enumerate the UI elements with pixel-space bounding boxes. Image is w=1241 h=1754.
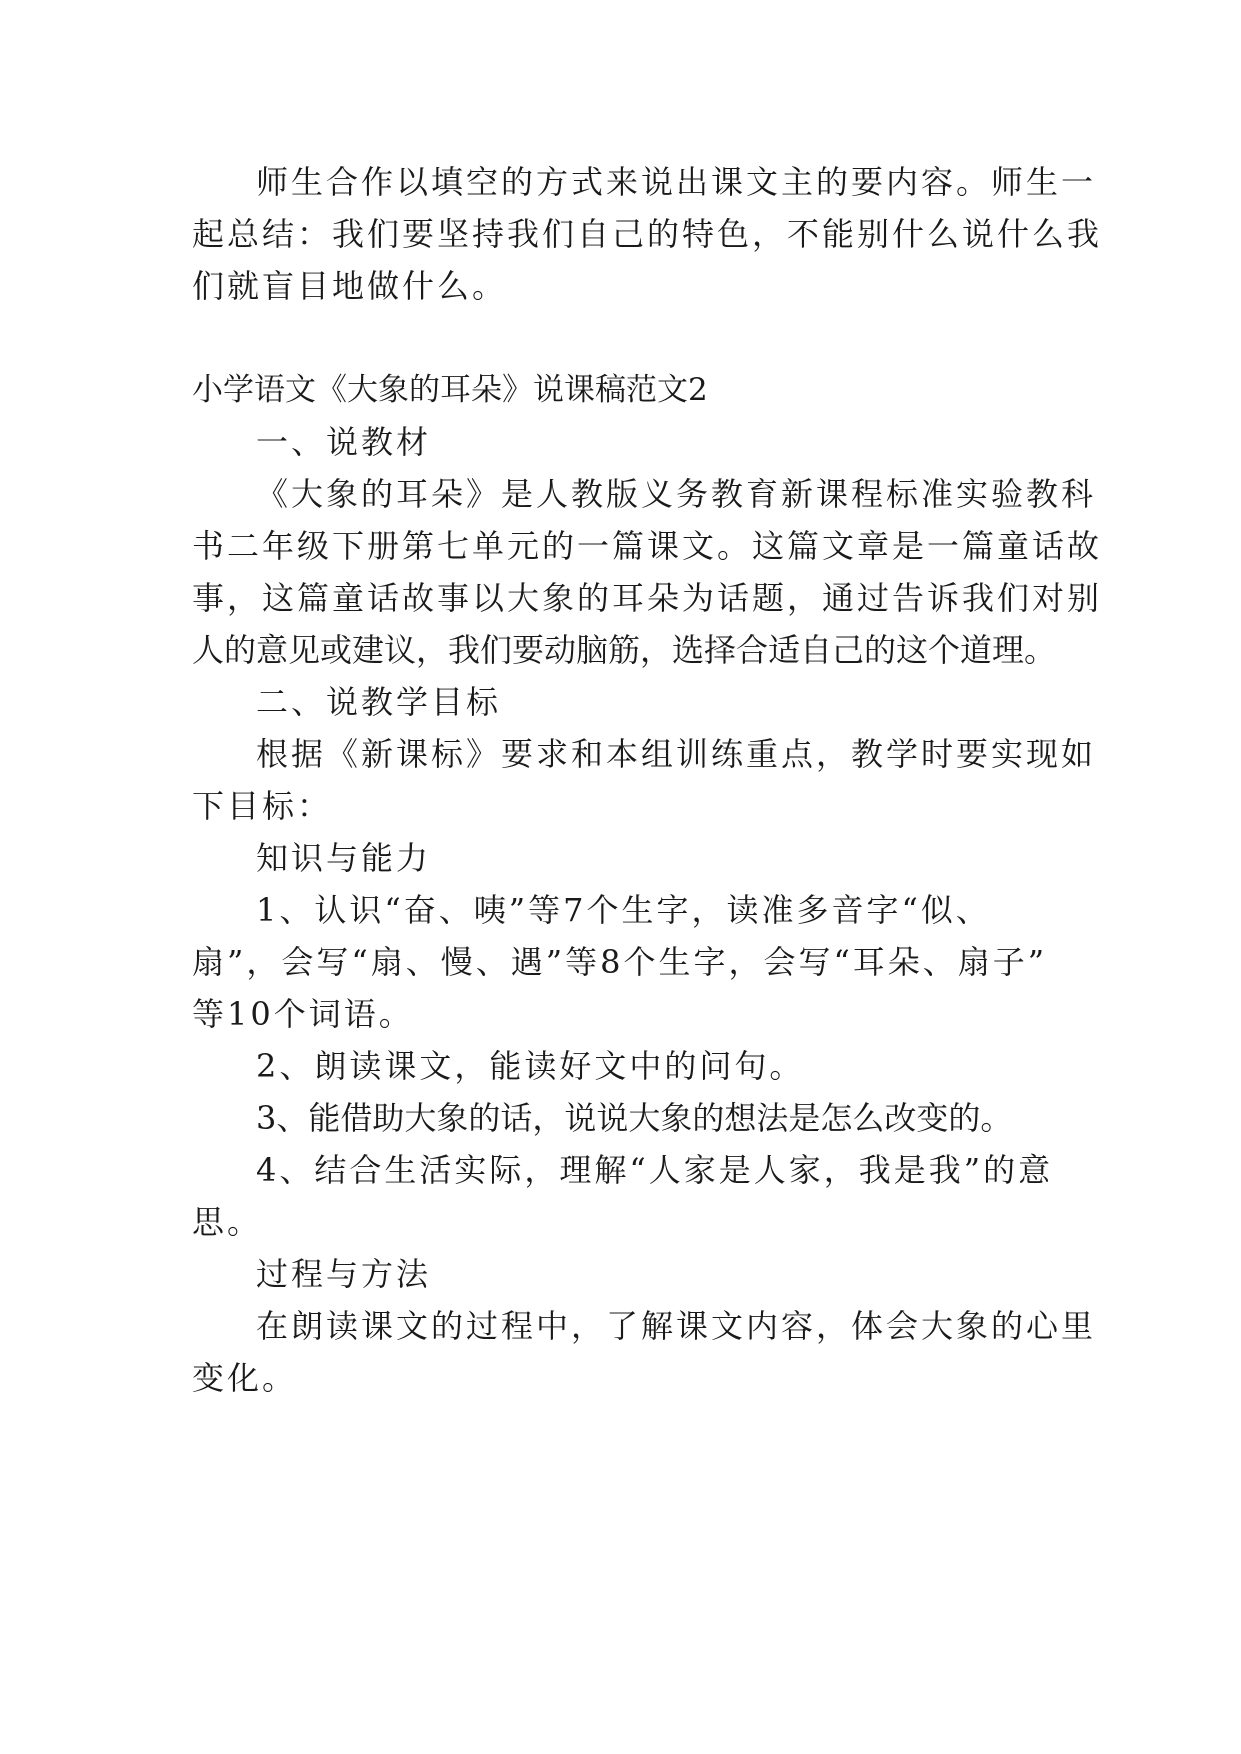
- goal1-line-3: 等10个词语。: [192, 995, 414, 1033]
- goal4-line-2: 思。: [192, 1203, 263, 1241]
- intro-line-1: 师生合作以填空的方式来说出课文主的要内容。师生一: [256, 163, 1097, 201]
- goal2-line: 2、朗读课文，能读好文中的问句。: [256, 1047, 805, 1085]
- goal1-line-1: 1、认识“奋、咦”等7个生字，读准多音字“似、: [256, 891, 991, 929]
- process-heading: 过程与方法: [256, 1255, 432, 1293]
- intro-line-3: 们就盲目地做什么。: [192, 267, 508, 305]
- section1-line-1: 《大象的耳朵》是人教版义务教育新课程标准实验教科: [256, 475, 1097, 513]
- goal3-line: 3、能借助大象的话，说说大象的想法是怎么改变的。: [256, 1099, 1013, 1137]
- intro-line-2: 起总结：我们要坚持我们自己的特色，不能别什么说什么我: [192, 215, 1103, 253]
- goal1-line-2: 扇”，会写“扇、慢、遇”等8个生字，会写“耳朵、扇子”: [192, 943, 1048, 981]
- document-title: 小学语文《大象的耳朵》说课稿范文2: [192, 372, 708, 408]
- process-line-1: 在朗读课文的过程中，了解课文内容，体会大象的心里: [256, 1307, 1097, 1345]
- section1-line-4: 人的意见或建议，我们要动脑筋，选择合适自己的这个道理。: [192, 631, 1057, 669]
- section1-line-2: 书二年级下册第七单元的一篇课文。这篇文章是一篇童话故: [192, 527, 1103, 565]
- process-line-2: 变化。: [192, 1359, 298, 1397]
- section2-heading: 二、说教学目标: [256, 683, 502, 721]
- section1-heading: 一、说教材: [256, 423, 432, 461]
- section2-line-1: 根据《新课标》要求和本组训练重点，教学时要实现如: [256, 735, 1097, 773]
- goal4-line-1: 4、结合生活实际，理解“人家是人家，我是我”的意: [256, 1151, 1054, 1189]
- knowledge-heading: 知识与能力: [256, 839, 432, 877]
- section1-line-3: 事，这篇童话故事以大象的耳朵为话题，通过告诉我们对别: [192, 579, 1103, 617]
- section2-line-2: 下目标：: [192, 787, 333, 825]
